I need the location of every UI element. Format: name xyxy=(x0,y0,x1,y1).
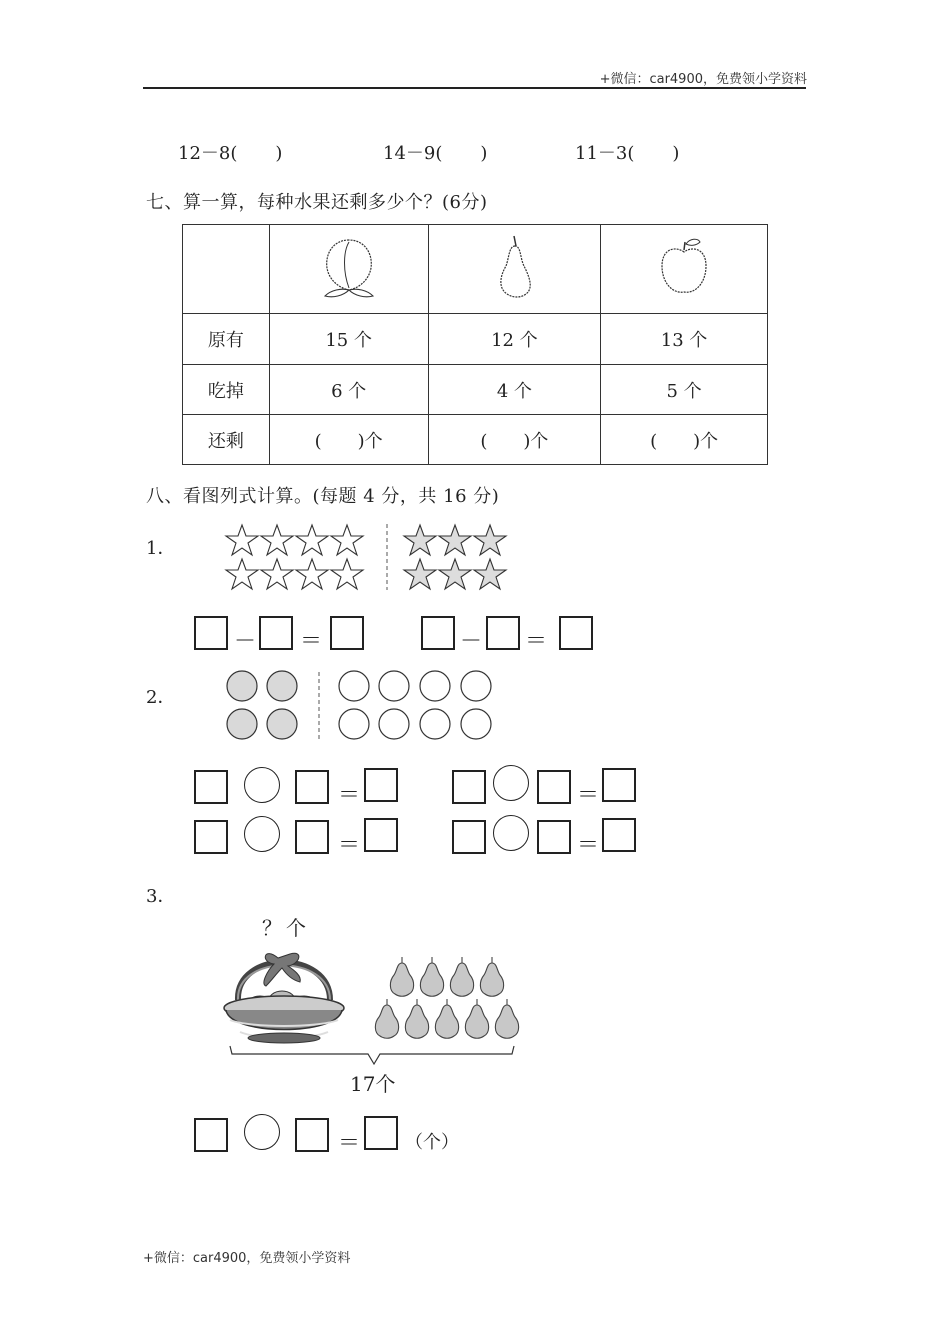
circle-icon xyxy=(420,709,450,739)
star-icon xyxy=(296,525,328,555)
shaded-circle-icon xyxy=(267,671,297,701)
sub-close: ) xyxy=(275,143,283,164)
basket-icon xyxy=(220,940,350,1052)
sub-close: ) xyxy=(672,143,680,164)
sub-item-2 xyxy=(383,139,487,165)
star-icon xyxy=(226,559,258,589)
row-label: 吃掉 xyxy=(183,365,270,415)
pear-icon xyxy=(450,957,473,996)
operator-circle[interactable] xyxy=(244,816,280,852)
q1-star-figure xyxy=(222,520,522,594)
answer-box[interactable] xyxy=(330,616,364,650)
row-label: 原有 xyxy=(183,314,270,365)
answer-box[interactable] xyxy=(194,616,228,650)
answer-box[interactable] xyxy=(194,820,228,854)
answer-cell[interactable]: ( )个 xyxy=(428,415,601,465)
table-cell: 5 个 xyxy=(601,365,768,415)
row-label: 还剩 xyxy=(183,415,270,465)
answer-box[interactable] xyxy=(559,616,593,650)
section7-title: 七、算一算，每种水果还剩多少个？(6分) xyxy=(146,192,488,213)
answer-box[interactable] xyxy=(421,616,455,650)
pear-icon xyxy=(375,999,398,1038)
shaded-star-icon xyxy=(404,525,436,555)
equals-sign: ＝ xyxy=(338,783,361,808)
sub-expr: 12－8( xyxy=(178,143,238,164)
table-corner xyxy=(183,225,270,314)
pear-icon xyxy=(435,999,458,1038)
answer-box[interactable] xyxy=(452,820,486,854)
operator-circle[interactable] xyxy=(493,815,529,851)
minus-sign: － xyxy=(234,629,257,654)
total-brace xyxy=(226,1044,518,1068)
q2-circle-figure xyxy=(222,668,502,744)
operator-circle[interactable] xyxy=(244,1114,280,1150)
shaded-circle-icon xyxy=(267,709,297,739)
circle-icon xyxy=(379,709,409,739)
answer-box[interactable] xyxy=(194,1118,228,1152)
shaded-star-icon xyxy=(439,559,471,589)
star-icon xyxy=(331,559,363,589)
answer-box[interactable] xyxy=(295,820,329,854)
circle-icon xyxy=(461,709,491,739)
star-icon xyxy=(226,525,258,555)
operator-circle[interactable] xyxy=(244,767,280,803)
operator-circle[interactable] xyxy=(493,765,529,801)
equals-sign: ＝ xyxy=(338,1131,361,1156)
answer-box[interactable] xyxy=(295,1118,329,1152)
circle-icon xyxy=(339,671,369,701)
star-icon xyxy=(261,525,293,555)
header-watermark: +微信：car4900，免费领小学资料 xyxy=(599,72,807,87)
pear-icon xyxy=(480,957,503,996)
total-label: 17个 xyxy=(350,1072,396,1096)
sub-expr: 11－3( xyxy=(575,143,635,164)
equals-sign: ＝ xyxy=(577,833,600,858)
sub-close: ) xyxy=(480,143,488,164)
equals-sign: ＝ xyxy=(577,783,600,808)
answer-box[interactable] xyxy=(364,768,398,802)
answer-box[interactable] xyxy=(537,820,571,854)
answer-box[interactable] xyxy=(452,770,486,804)
sub-expr: 14－9( xyxy=(383,143,443,164)
answer-cell[interactable]: ( )个 xyxy=(269,415,428,465)
answer-box[interactable] xyxy=(537,770,571,804)
question-label: ？个 xyxy=(262,916,310,940)
minus-sign: － xyxy=(460,629,483,654)
pears-figure xyxy=(370,955,530,1045)
shaded-star-icon xyxy=(404,559,436,589)
pear-icon xyxy=(495,999,518,1038)
shaded-star-icon xyxy=(474,559,506,589)
sub-item-1 xyxy=(178,139,282,165)
table-cell: 15 个 xyxy=(269,314,428,365)
peach-icon xyxy=(269,225,428,314)
table-cell: 4 个 xyxy=(428,365,601,415)
answer-box[interactable] xyxy=(602,818,636,852)
circle-icon xyxy=(420,671,450,701)
pear-icon xyxy=(420,957,443,996)
star-icon xyxy=(331,525,363,555)
shaded-circle-icon xyxy=(227,671,257,701)
answer-cell[interactable]: ( )个 xyxy=(601,415,768,465)
pear-icon xyxy=(428,225,601,314)
q1-number: 1． xyxy=(146,538,176,559)
answer-box[interactable] xyxy=(486,616,520,650)
unit-label: （个） xyxy=(405,1132,459,1153)
answer-box[interactable] xyxy=(364,818,398,852)
answer-box[interactable] xyxy=(602,768,636,802)
equals-sign: ＝ xyxy=(525,629,548,654)
star-icon xyxy=(261,559,293,589)
shaded-circle-icon xyxy=(227,709,257,739)
header-rule xyxy=(143,87,806,89)
q3-number: 3． xyxy=(146,886,176,907)
star-icon xyxy=(296,559,328,589)
pear-icon xyxy=(390,957,413,996)
pear-icon xyxy=(405,999,428,1038)
sub-item-3 xyxy=(575,139,679,165)
q2-number: 2． xyxy=(146,687,176,708)
table-cell: 13 个 xyxy=(601,314,768,365)
equals-sign: ＝ xyxy=(300,629,323,654)
section8-title: 八、看图列式计算。(每题 4 分，共 16 分) xyxy=(146,486,500,507)
circle-icon xyxy=(461,671,491,701)
circle-icon xyxy=(339,709,369,739)
equals-sign: ＝ xyxy=(338,833,361,858)
circle-icon xyxy=(379,671,409,701)
footer-watermark: +微信：car4900，免费领小学资料 xyxy=(143,1251,351,1266)
table-cell: 6 个 xyxy=(269,365,428,415)
answer-box[interactable] xyxy=(364,1116,398,1150)
apple-icon xyxy=(601,225,768,314)
answer-box[interactable] xyxy=(259,616,293,650)
pear-icon xyxy=(465,999,488,1038)
shaded-star-icon xyxy=(474,525,506,555)
answer-box[interactable] xyxy=(295,770,329,804)
fruit-table xyxy=(182,224,768,465)
answer-box[interactable] xyxy=(194,770,228,804)
shaded-star-icon xyxy=(439,525,471,555)
table-cell: 12 个 xyxy=(428,314,601,365)
